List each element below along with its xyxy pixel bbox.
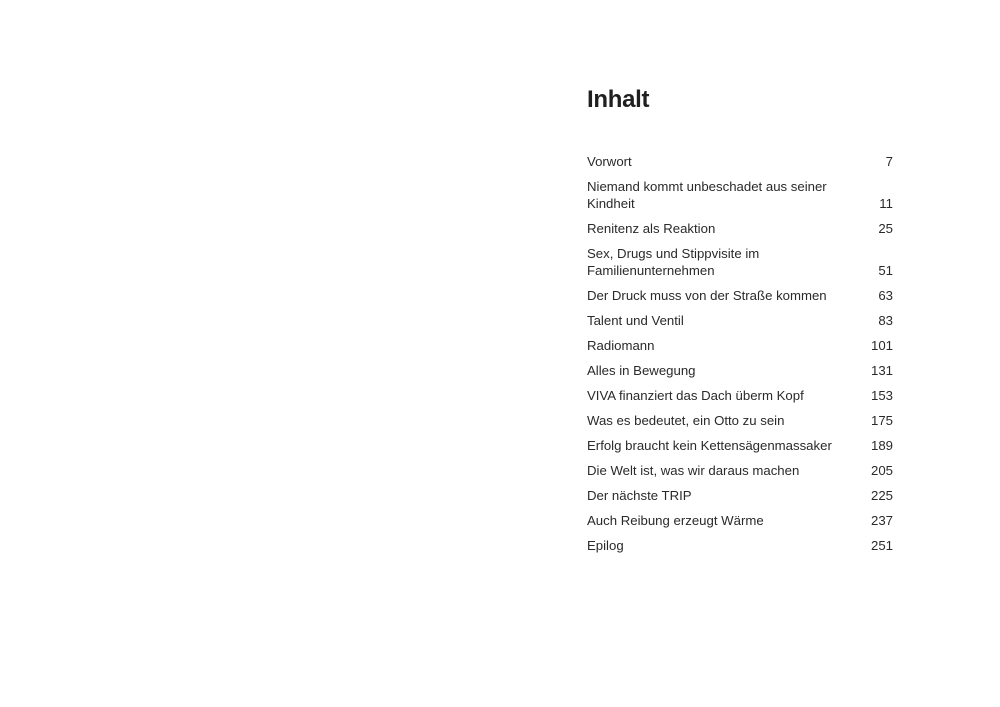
toc-entry-title: Was es bedeutet, ein Otto zu sein <box>587 413 785 428</box>
toc-entry-title: VIVA finanziert das Dach überm Kopf <box>587 388 804 403</box>
toc-entry-title: Epilog <box>587 538 624 553</box>
toc-entry <box>587 387 893 404</box>
toc-entry-page: 11 <box>879 196 893 211</box>
toc-entry-page: 225 <box>870 488 893 503</box>
toc-entry-title: Erfolg braucht kein Kettensägenmassaker <box>587 438 832 453</box>
toc-entry-page: 101 <box>870 338 893 353</box>
toc-entry-title: Der Druck muss von der Straße kommen <box>587 288 827 303</box>
toc-entry-title: Alles in Bewegung <box>587 363 696 378</box>
toc-entry-page: 205 <box>870 463 893 478</box>
toc-entry-title: Renitenz als Reaktion <box>587 221 716 236</box>
toc-entry <box>587 178 893 212</box>
toc-entry-page: 251 <box>870 538 893 553</box>
toc-entry <box>587 153 893 170</box>
toc-entry <box>587 337 893 354</box>
toc-entry <box>587 245 893 279</box>
toc-entry-title: Talent und Ventil <box>587 313 684 328</box>
toc-entry-page: 189 <box>870 438 893 453</box>
toc-entry <box>587 487 893 504</box>
toc-title: Inhalt <box>587 86 650 113</box>
toc-entry-page: 7 <box>885 154 893 169</box>
toc-entry <box>587 412 893 429</box>
toc-entry <box>587 462 893 479</box>
toc-entry <box>587 220 893 237</box>
toc-entry-page: 131 <box>870 363 893 378</box>
toc-entry <box>587 537 893 554</box>
toc-entry-title: Sex, Drugs und Stippvisite im Familienunternehmen <box>587 246 760 278</box>
toc-entry <box>587 287 893 304</box>
toc-entry-title: Auch Reibung erzeugt Wärme <box>587 513 764 528</box>
toc-entry-page: 175 <box>870 413 893 428</box>
toc-entry-page: 25 <box>878 221 893 236</box>
right-page-toc <box>500 0 1000 707</box>
toc-entry-page: 51 <box>878 263 893 278</box>
toc-entry-page: 63 <box>878 288 893 303</box>
toc-entry <box>587 362 893 379</box>
toc-entry-page: 237 <box>870 513 893 528</box>
toc-entry-title: Vorwort <box>587 154 632 169</box>
toc-entry <box>587 437 893 454</box>
toc-entry-title: Die Welt ist, was wir daraus machen <box>587 463 800 478</box>
toc-entry-title: Radiomann <box>587 338 655 353</box>
toc-entry-title: Der nächste TRIP <box>587 488 692 503</box>
toc-entry <box>587 312 893 329</box>
toc-entry-page: 83 <box>878 313 893 328</box>
toc-entry-title: Niemand kommt unbeschadet aus seiner Kindheit <box>587 179 827 211</box>
toc-entry-page: 153 <box>870 388 893 403</box>
toc-list <box>587 153 893 562</box>
toc-entry <box>587 512 893 529</box>
